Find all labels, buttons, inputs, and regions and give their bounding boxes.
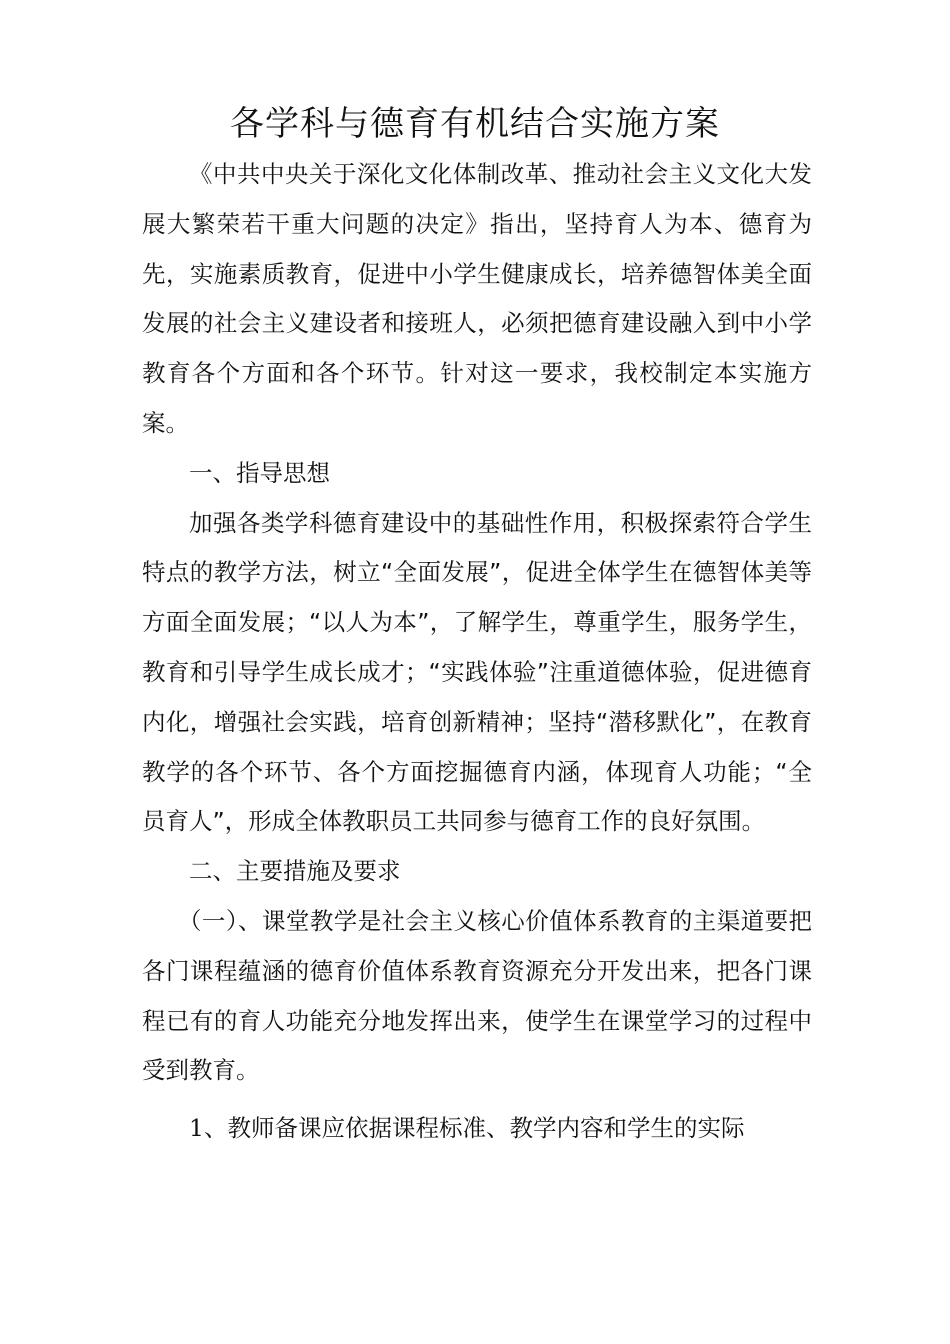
section2-heading: 二、主要措施及要求 (189, 857, 401, 886)
intro-paragraph: 《中共中央关于深化文化体制改革、推动社会主义文化大发展大繁荣若干重大问题的决定》指出，坚持育人为本、德育为先，实施素质教育，促进中小学生健康成长，培养德智体美全面发展的社会主义建设者和接班人，必须把德育建设融入到中小学教育各个方面和各个环节。针对这一要求，我校制定本实施方案。 (142, 160, 812, 437)
section1-paragraph: 加强各类学科德育建设中的基础性作用，积极探索符合学生特点的教学方法，树立“全面发展”，促进全体学生在德智体美等方面全面发展；“以人为本”，了解学生，尊重学生，服务学生，教育和引导学生成长成才；“实践体验”注重道德体验，促进德育内化，增强社会实践，培育创新精神；坚持“潜移默化”，在教育教学的各个环节、各个方面挖掘德育内涵，体现育人功能；“全员育人”，形成全体教职员工共同参与德育工作的良好氛围。 (142, 508, 812, 836)
document-title: 各学科与德育有机结合实施方案 (230, 104, 720, 144)
subsection1-body: 要把各门课程蕴涵的德育价值体系教育资源充分开发出来，把各门课程已有的育人功能充分地发挥出来，使学生在课堂学习的过程中受到教育。 (142, 906, 813, 1085)
section1-heading: 一、指导思想 (189, 458, 330, 487)
document-body (142, 150, 812, 1154)
subsection1-heading-paragraph (142, 897, 812, 1096)
subsection1-heading: （一）、课堂教学是社会主义核心价值体系教育的主渠道 (178, 906, 765, 935)
item-1: 1、教师备课应依据课程标准、教学内容和学生的实际 (189, 1114, 745, 1143)
